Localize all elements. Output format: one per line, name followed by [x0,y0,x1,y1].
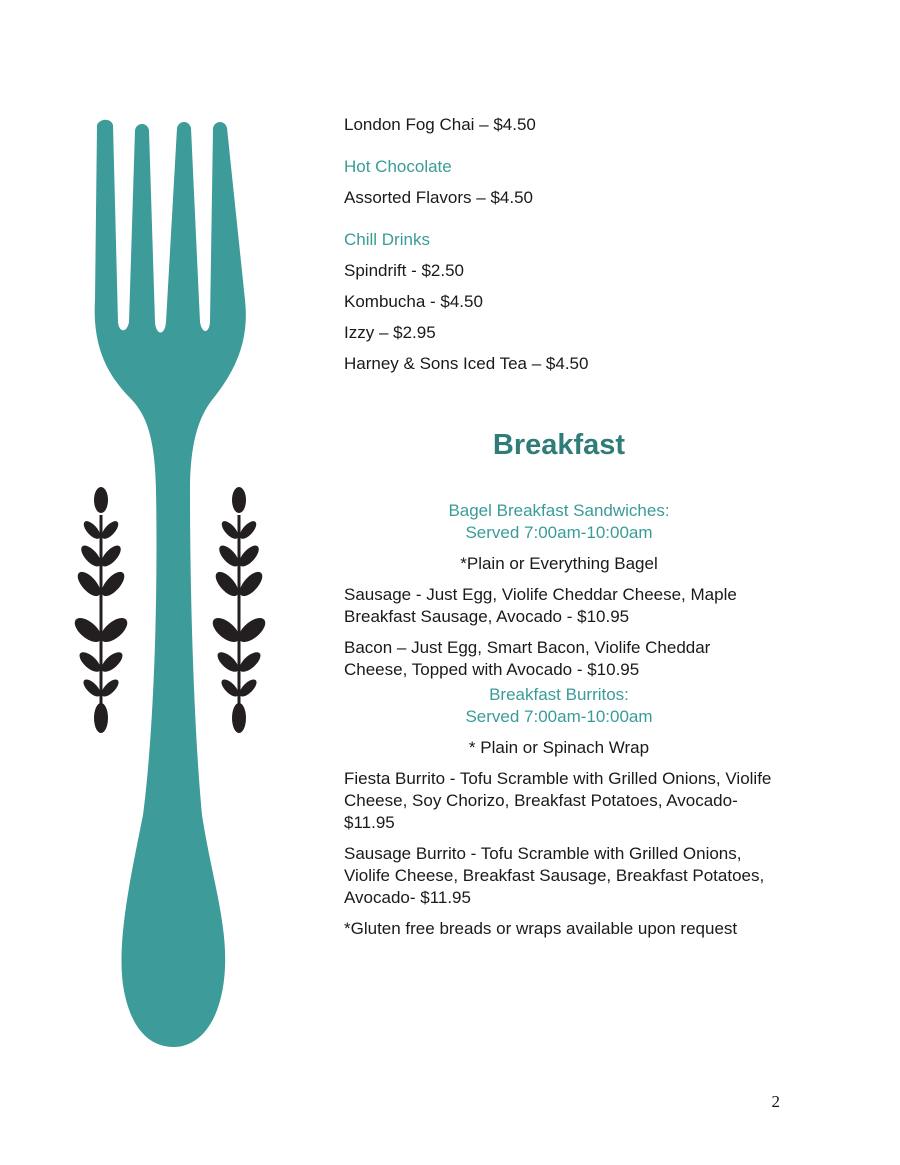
menu-item: Spindrift - $2.50 [344,261,465,280]
menu-item: Sausage - Just Egg, Violife Cheddar Cheese, Maple Breakfast Sausage, Avocado - $10.95 [344,585,737,626]
menu-item: Assorted Flavors – $4.50 [344,188,533,207]
section-title-burritos: Breakfast Burritos: [489,685,629,704]
page-number: 2 [771,1092,780,1111]
menu-item: Fiesta Burrito - Tofu Scramble with Grilled Onions, Violife Cheese, Soy Chorizo, Breakfast Potatoes, Avocado- $11.95 [344,769,772,832]
gluten-free-footnote: *Gluten free breads or wraps available upon request [344,919,738,938]
section-title-hot-chocolate: Hot Chocolate [344,157,452,176]
section-title-chill-drinks: Chill Drinks [344,230,430,249]
served-hours-bagel: Served 7:00am-10:00am [465,523,653,542]
bagel-note: *Plain or Everything Bagel [460,554,658,573]
leaf-sprig-icon [71,487,132,733]
menu-content [344,114,774,940]
breakfast-heading: Breakfast [492,429,626,461]
menu-item: Kombucha - $4.50 [344,292,483,311]
menu-item: Harney & Sons Iced Tea – $4.50 [344,354,589,373]
fork-illustration [0,0,300,1165]
menu-item: Sausage Burrito - Tofu Scramble with Grilled Onions, Violife Cheese, Breakfast Sausage, Breakfast Potatoes, Avocado- $11.95 [344,844,765,907]
burrito-note: * Plain or Spinach Wrap [468,738,650,757]
section-title-bagel: Bagel Breakfast Sandwiches: [448,501,670,520]
leaf-sprig-icon [209,487,270,733]
menu-item-london-fog: London Fog Chai – $4.50 [344,115,536,134]
menu-item: Bacon – Just Egg, Smart Bacon, Violife Cheddar Cheese, Topped with Avocado - $10.95 [344,638,711,679]
menu-item: Izzy – $2.95 [344,323,436,342]
served-hours-burritos: Served 7:00am-10:00am [465,707,653,726]
